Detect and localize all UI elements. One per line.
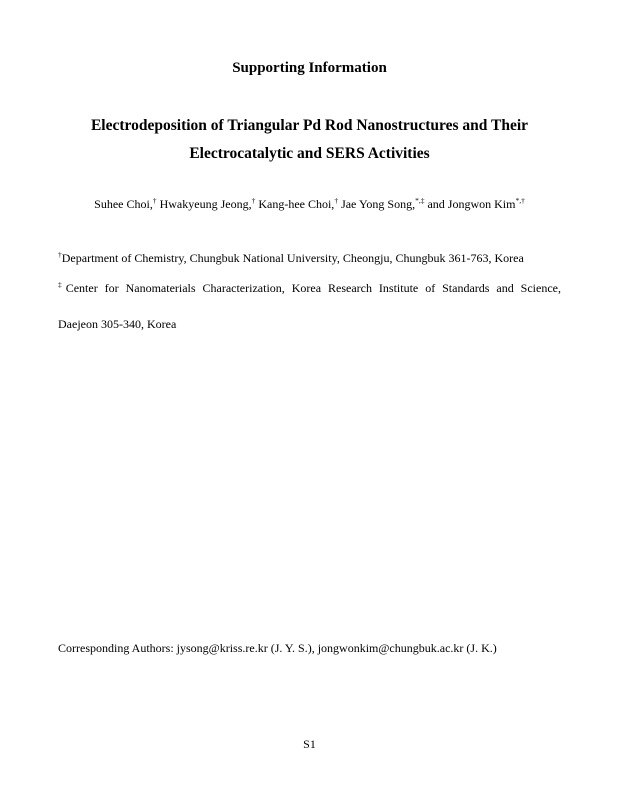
author-affiliation-mark: *,† bbox=[515, 196, 525, 205]
author-affiliation-mark: † bbox=[251, 196, 256, 205]
paper-title-line-2: Electrocatalytic and SERS Activities bbox=[189, 145, 430, 162]
affiliation-mark: ‡ bbox=[58, 280, 66, 289]
author-list bbox=[0, 197, 619, 212]
affiliation-text: Center for Nanomaterials Characterization, Korea Research Institute of Standards and Science, bbox=[65, 281, 561, 295]
page-number: S1 bbox=[303, 737, 316, 751]
supporting-information-heading: Supporting Information bbox=[232, 60, 387, 76]
affiliation-kriss-line-1 bbox=[58, 281, 561, 296]
author-name: Hwakyeung Jeong, bbox=[156, 197, 252, 211]
affiliation-mark: † bbox=[58, 250, 62, 259]
affiliation-kriss-line-2: Daejeon 305-340, Korea bbox=[58, 317, 177, 331]
author-affiliation-mark: † bbox=[152, 196, 157, 205]
affiliation-chungbuk bbox=[58, 251, 561, 266]
author-name: Kang-hee Choi, bbox=[255, 197, 335, 211]
paper-title-line-1: Electrodeposition of Triangular Pd Rod Nanostructures and Their bbox=[90, 117, 529, 134]
author-name: and Jongwon Kim bbox=[424, 197, 516, 211]
author-affiliation-mark: *,‡ bbox=[415, 196, 425, 205]
author-affiliation-mark: † bbox=[334, 196, 339, 205]
corresponding-authors: Corresponding Authors: jysong@kriss.re.kr (J. Y. S.), jongwonkim@chungbuk.ac.kr (J. K.) bbox=[58, 641, 497, 655]
affiliation-text: Department of Chemistry, Chungbuk National University, Cheongju, Chungbuk 361-763, Korea bbox=[61, 251, 524, 265]
author-name: Jae Yong Song, bbox=[338, 197, 416, 211]
author-name: Suhee Choi, bbox=[94, 197, 153, 211]
